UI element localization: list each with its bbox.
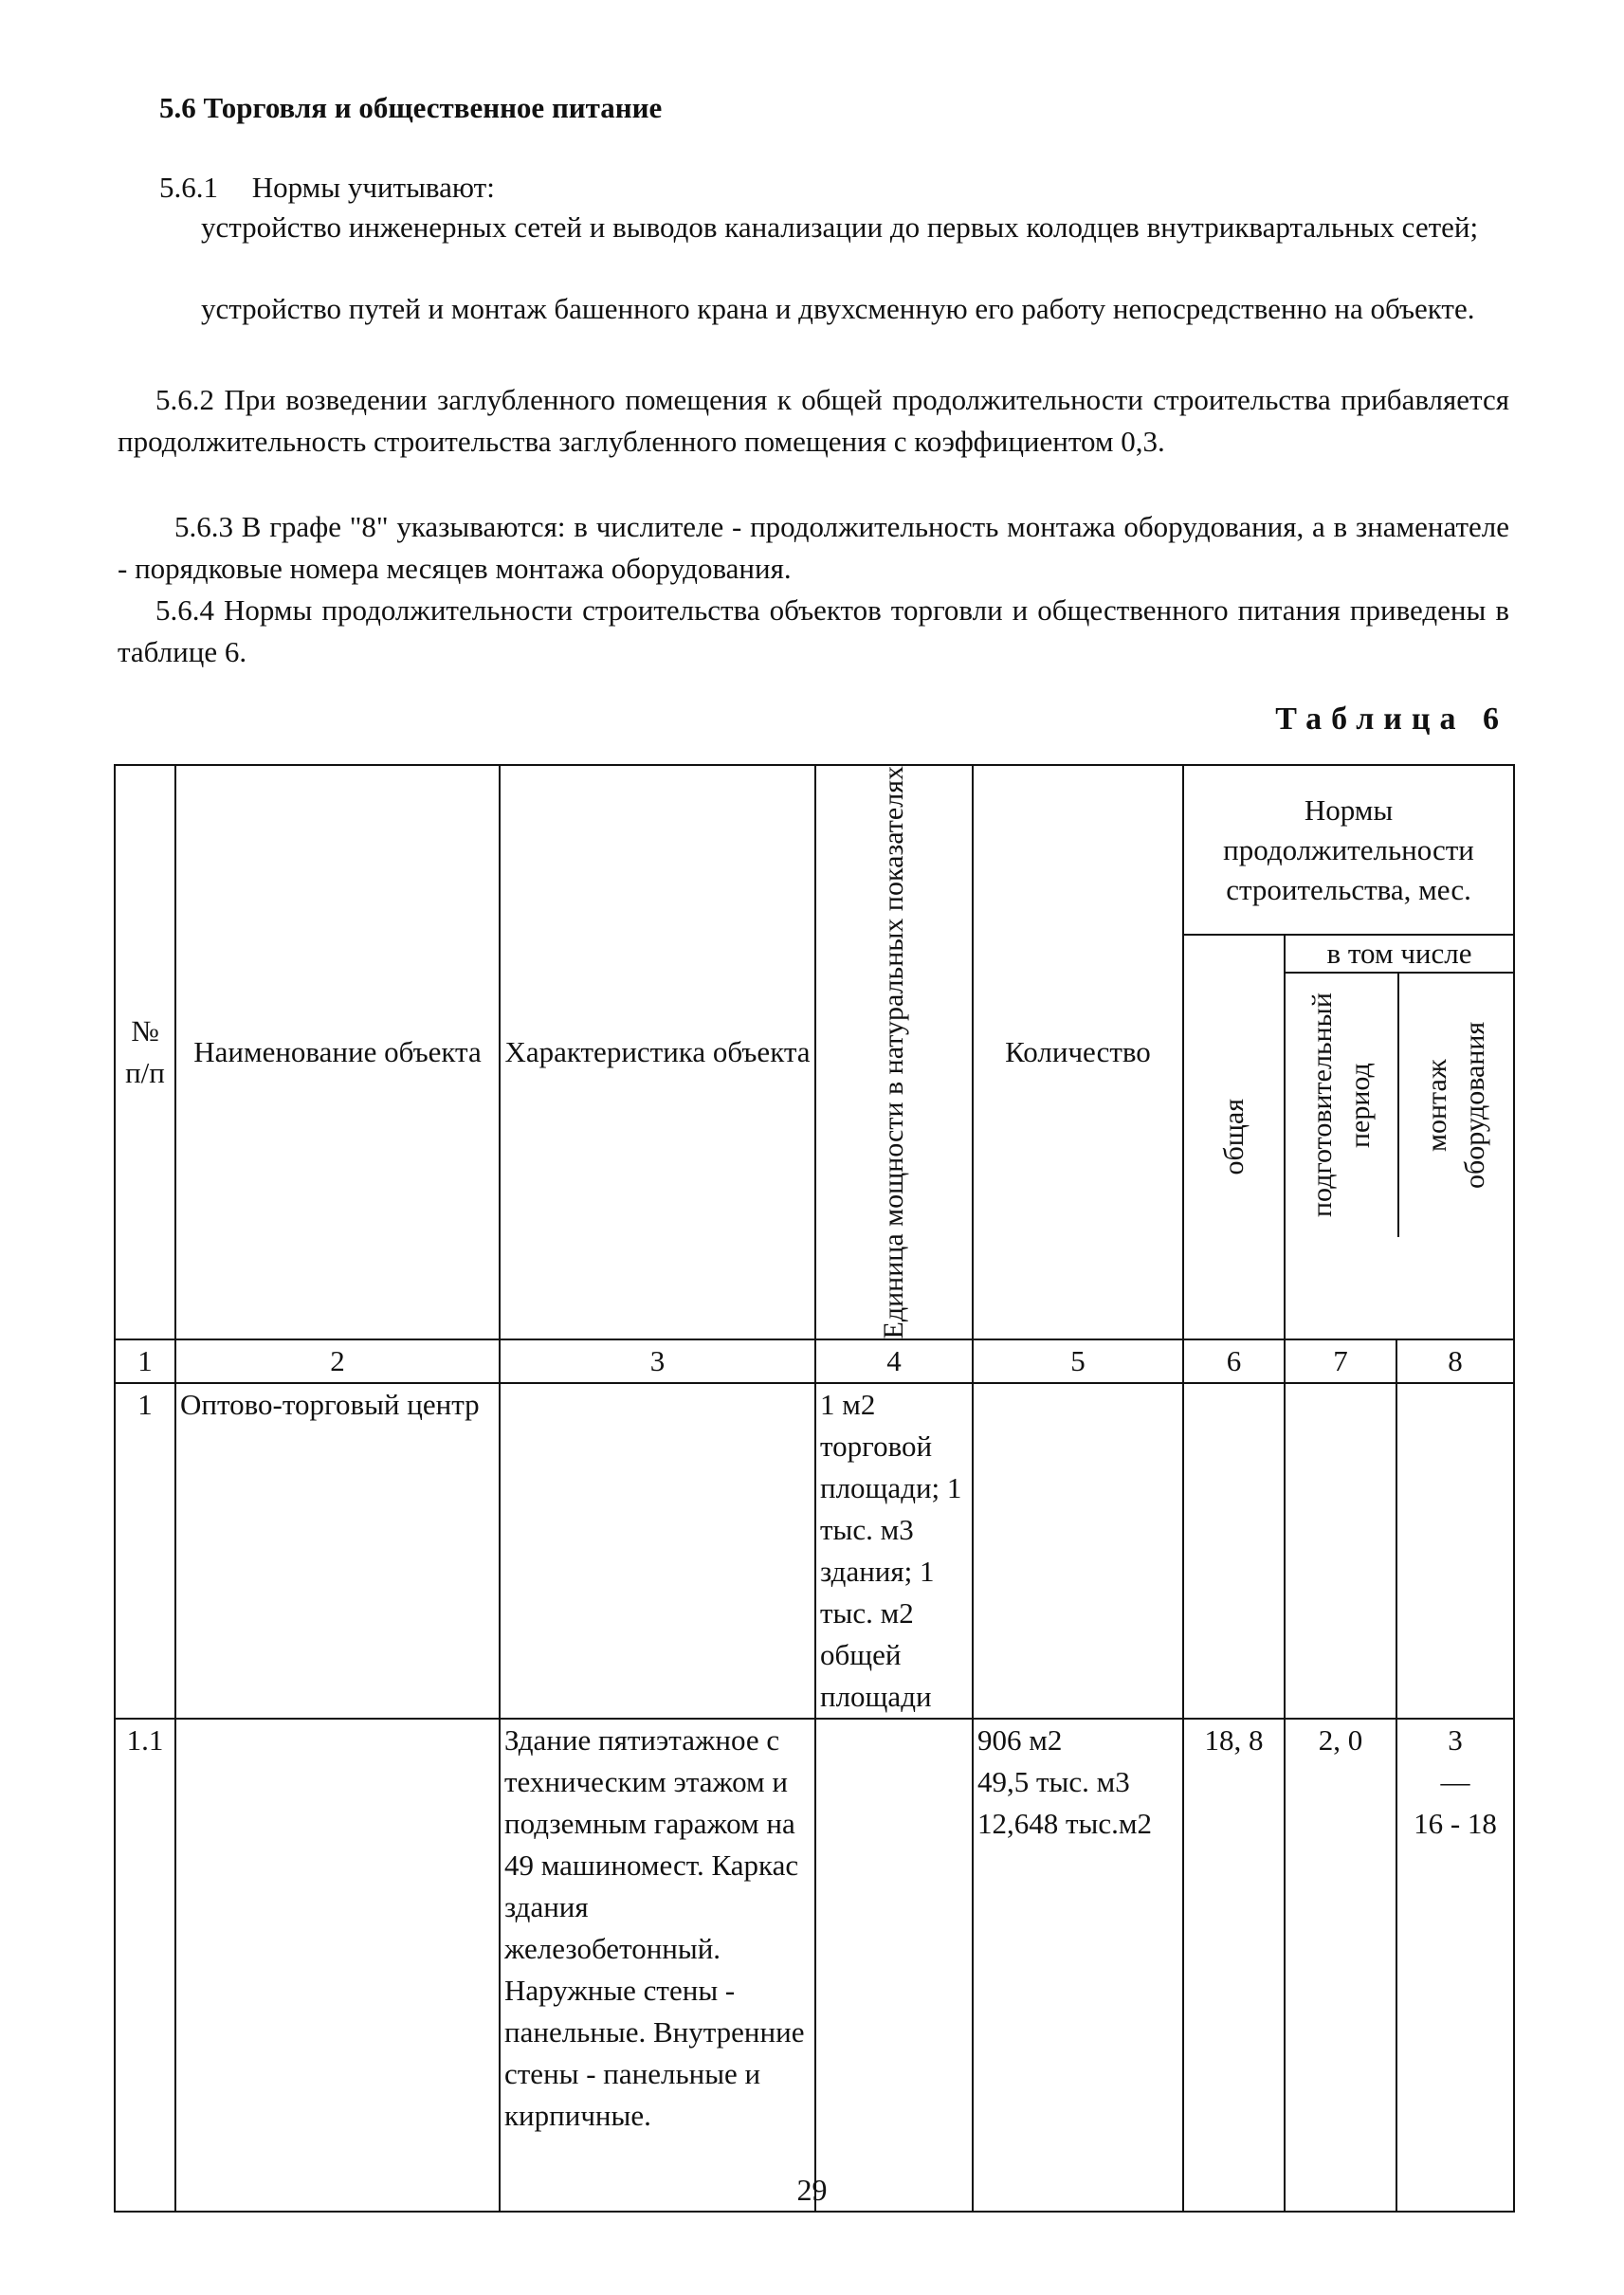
clause-text: Нормы учитывают: (251, 171, 495, 204)
col-number: 1 (115, 1339, 175, 1383)
paragraph-5-6-2 (118, 379, 1509, 463)
row-prep (1285, 1383, 1396, 1719)
equipment-numerator: 3 (1448, 1723, 1463, 1758)
paragraph-5-6-3 (118, 506, 1509, 590)
row-quantity (973, 1383, 1183, 1719)
row-characteristic (500, 1383, 815, 1719)
col-number: 6 (1183, 1339, 1285, 1383)
paragraph-5-6-4 (118, 590, 1509, 673)
row-total (1183, 1383, 1285, 1719)
table-title: Таблица 6 (1275, 701, 1508, 737)
table-row (115, 1383, 1514, 1719)
quantity-line: 12,648 тыс.м2 (977, 1807, 1153, 1841)
paragraph-5-6-1-a (118, 207, 1509, 248)
header-num: № п/п (115, 765, 175, 1339)
clause-text: 5.6.4 Нормы продолжительности строительства объектов торговли и общественного питания приведены в таблице 6. (118, 593, 1509, 668)
table-row (115, 1719, 1514, 2212)
header-norms: Нормы продолжительности строительства, мес. (1183, 765, 1514, 935)
quantity-line: 49,5 тыс. м3 (977, 1765, 1130, 1799)
paragraph-5-6-1 (118, 167, 1509, 209)
equipment-denominator: 16 - 18 (1414, 1807, 1497, 1841)
header-equipment: монтаж оборудования (1421, 1021, 1491, 1190)
row-name: Оптово-торговый центр (175, 1383, 500, 1719)
row-equipment (1396, 1719, 1514, 2212)
col-number: 5 (973, 1339, 1183, 1383)
column-number-row (115, 1339, 1514, 1383)
row-total: 18, 8 (1183, 1719, 1285, 2212)
col-number: 4 (815, 1339, 973, 1383)
header-unit: Единица мощности в натуральных показателях (815, 765, 973, 1339)
clause-text: устройство инженерных сетей и выводов канализации до первых колодцев внутриквартальных сетей; (201, 210, 1479, 244)
clause-text: 5.6.2 При возведении заглубленного помещения к общей продолжительности строительства прибавляется продолжительность строительства заглубленного помещения с коэффициентом 0,3. (118, 383, 1509, 458)
header-quantity: Количество (973, 765, 1183, 1339)
row-name (175, 1719, 500, 2212)
header-total: общая (1183, 935, 1285, 1339)
clause-text: 5.6.3 В графе "8" указываются: в числителе - продолжительность монтажа оборудования, а в знаменателе - порядковые номера месяцев монтажа оборудования. (118, 510, 1509, 585)
header-including-group (1285, 935, 1514, 1339)
col-number: 7 (1285, 1339, 1396, 1383)
quantity-line: 906 м2 (977, 1723, 1063, 1758)
page-number: 29 (796, 2173, 828, 2207)
header-characteristic: Характеристика объекта (500, 765, 815, 1339)
section-heading: 5.6 Торговля и общественное питание (159, 91, 663, 124)
clause-number: 5.6.1 (159, 171, 218, 204)
header-prep: подготовительный период (1286, 974, 1399, 1237)
row-unit: 1 м2 торговой площади; 1 тыс. м3 здания; 1 тыс. м2 общей площади (815, 1383, 973, 1719)
clause-text: устройство путей и монтаж башенного крана и двухсменную его работу непосредственно на объекте. (201, 292, 1475, 325)
col-number: 8 (1396, 1339, 1514, 1383)
header-name: Наименование объекта (175, 765, 500, 1339)
col-number: 2 (175, 1339, 500, 1383)
col-number: 3 (500, 1339, 815, 1383)
row-quantity (973, 1719, 1183, 2212)
row-unit (815, 1719, 973, 2212)
row-num: 1.1 (115, 1719, 175, 2212)
row-num: 1 (115, 1383, 175, 1719)
row-equipment (1396, 1383, 1514, 1719)
row-prep: 2, 0 (1285, 1719, 1396, 2212)
fraction-bar: — (1440, 1765, 1470, 1799)
header-including: в том числе (1286, 936, 1513, 974)
row-characteristic: Здание пятиэтажное с техническим этажом и подземным гаражом на 49 машиномест. Каркас здания железобетонный. Наружные стены - панельные. Внутренние стены - панельные и кирпичные. (500, 1719, 815, 2212)
duration-norms-table (114, 764, 1515, 2213)
paragraph-5-6-1-b (118, 288, 1509, 330)
